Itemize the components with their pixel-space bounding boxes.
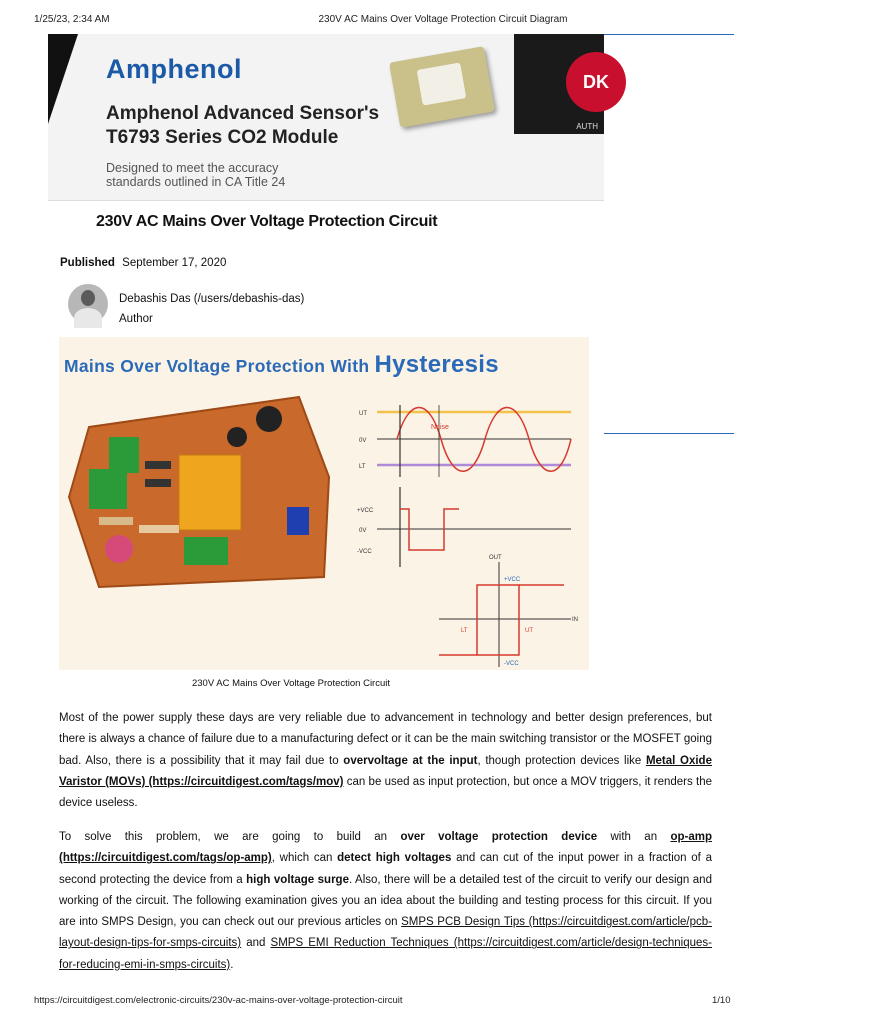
diode bbox=[145, 479, 171, 487]
avatar-head bbox=[81, 290, 95, 306]
pcb-photo bbox=[69, 397, 329, 587]
co2-module-image bbox=[389, 46, 495, 128]
capacitor bbox=[227, 427, 247, 447]
terminal-block bbox=[184, 537, 228, 565]
hero-title-big: Hysteresis bbox=[374, 351, 499, 378]
terminal-block bbox=[89, 469, 127, 509]
label-nvcc: -VCC bbox=[357, 549, 372, 555]
label-0v: 0V bbox=[359, 438, 367, 444]
print-footer-url: https://circuitdigest.com/electronic-circuits/230v-ac-mains-over-voltage-protection-circuit bbox=[34, 995, 403, 1006]
text-run: . bbox=[230, 958, 234, 971]
hero-illustration bbox=[59, 337, 589, 670]
label-lt: LT bbox=[359, 464, 366, 470]
text-run: To solve this problem, we are going to build an bbox=[59, 831, 401, 843]
print-doc-title: 230V AC Mains Over Voltage Protection Circuit Diagram bbox=[318, 14, 568, 25]
label-lt-2: LT bbox=[461, 628, 468, 634]
resistor bbox=[99, 517, 133, 525]
trimmer-pot bbox=[287, 507, 309, 535]
ad-subtext bbox=[106, 161, 366, 189]
avatar-body bbox=[74, 308, 102, 328]
ad-headline-line-1: Amphenol Advanced Sensor's bbox=[106, 103, 380, 124]
paragraph-solution bbox=[59, 827, 712, 976]
author-name-link[interactable]: Debashis Das (/users/debashis-das) bbox=[119, 293, 305, 305]
print-page-number: 1/10 bbox=[712, 995, 731, 1006]
highlight-detect: detect high voltages bbox=[337, 852, 452, 865]
mov-link[interactable]: Metal Oxide Varistor (MOVs) (https://circuitdigest.com/tags/mov) bbox=[59, 754, 712, 788]
hysteresis-loop bbox=[477, 585, 519, 655]
author-role: Author bbox=[119, 313, 153, 325]
published-line bbox=[60, 257, 226, 269]
text-run: . Also, there will be a detailed test of the circuit to verify our design and working of the circuit. The following examination gives you an idea about the building and testing process for this circuit. If you are into SMPS Design, you can check out our previous articles on bbox=[59, 873, 712, 929]
hero-title-main: Mains Over Voltage Protection With bbox=[64, 356, 375, 376]
potentiometer bbox=[105, 535, 133, 563]
text-run: , which can bbox=[271, 852, 338, 865]
ad-decor-stripe bbox=[48, 34, 78, 124]
author-block bbox=[119, 289, 304, 329]
label-nvcc-2: -VCC bbox=[504, 661, 519, 667]
op-amp-link[interactable]: op-amp (https://circuitdigest.com/tags/op-amp) bbox=[59, 831, 712, 865]
hero-image bbox=[59, 337, 589, 670]
distributor-caption: AUTH bbox=[576, 122, 598, 131]
text-run: can be used as input protection, but once a MOV triggers, it renders the device useless. bbox=[59, 775, 712, 810]
text-run: , though protection devices like bbox=[477, 754, 646, 767]
article-title: 230V AC Mains Over Voltage Protection Circuit bbox=[96, 213, 438, 230]
sensor-window bbox=[417, 62, 467, 105]
label-ut: UT bbox=[359, 411, 367, 417]
distributor-badge: DK bbox=[566, 52, 626, 112]
ad-subtext-line-2: standards outlined in CA Title 24 bbox=[106, 175, 286, 189]
ad-banner[interactable] bbox=[48, 34, 609, 201]
label-pvcc-2: +VCC bbox=[504, 577, 521, 583]
relay-component bbox=[179, 455, 241, 530]
hysteresis-waveforms bbox=[357, 405, 578, 667]
label-out: OUT bbox=[489, 555, 502, 561]
smps-pcb-link[interactable]: SMPS PCB Design Tips (https://circuitdigest.com/article/pcb-layout-design-tips-for-smps-circuits) bbox=[59, 916, 712, 950]
highlight-device: over voltage protection device bbox=[400, 831, 598, 843]
smps-emi-link[interactable]: SMPS EMI Reduction Techniques (https://circuitdigest.com/article/design-techniques-for-reducing-emi-in-smps-circuits) bbox=[59, 937, 713, 971]
label-in: IN bbox=[572, 617, 578, 623]
diode bbox=[145, 461, 171, 469]
highlight-overvoltage: overvoltage at the input bbox=[343, 754, 478, 767]
ad-brand-logo: Amphenol bbox=[106, 54, 242, 84]
divider-line bbox=[604, 34, 734, 35]
label-pvcc: +VCC bbox=[357, 508, 374, 514]
ad-headline-line-2: T6793 Series CO2 Module bbox=[106, 127, 339, 148]
text-run: with an bbox=[597, 831, 671, 843]
resistor bbox=[139, 525, 179, 533]
label-0v-2: 0V bbox=[359, 528, 367, 534]
text-run: Most of the power supply these days are very reliable due to advancement in technology and better design preferences, but there is always a chance of failure due to a manufacturing defect or it can be the main switching transistor or the MOSFET going bad. Also, there is a possibility that it may fail due to bbox=[59, 712, 712, 767]
hero-caption: 230V AC Mains Over Voltage Protection Circuit bbox=[191, 678, 390, 689]
capacitor bbox=[256, 406, 282, 432]
label-noise: Noise bbox=[431, 424, 449, 431]
divider-line bbox=[604, 433, 734, 434]
highlight-surge: high voltage surge bbox=[246, 873, 349, 886]
published-date: September 17, 2020 bbox=[122, 257, 227, 269]
text-run: and can cut of the input power in a fraction of a second protecting the device from a bbox=[59, 852, 712, 886]
label-ut-2: UT bbox=[525, 628, 533, 634]
author-avatar[interactable] bbox=[68, 284, 108, 324]
paragraph-intro bbox=[59, 708, 712, 814]
ad-subtext-line-1: Designed to meet the accuracy bbox=[106, 161, 279, 175]
print-datetime: 1/25/23, 2:34 AM bbox=[34, 14, 110, 25]
published-label: Published bbox=[60, 257, 115, 269]
ad-headline bbox=[106, 102, 426, 150]
text-run: and bbox=[241, 937, 271, 950]
terminal-block bbox=[109, 437, 139, 473]
